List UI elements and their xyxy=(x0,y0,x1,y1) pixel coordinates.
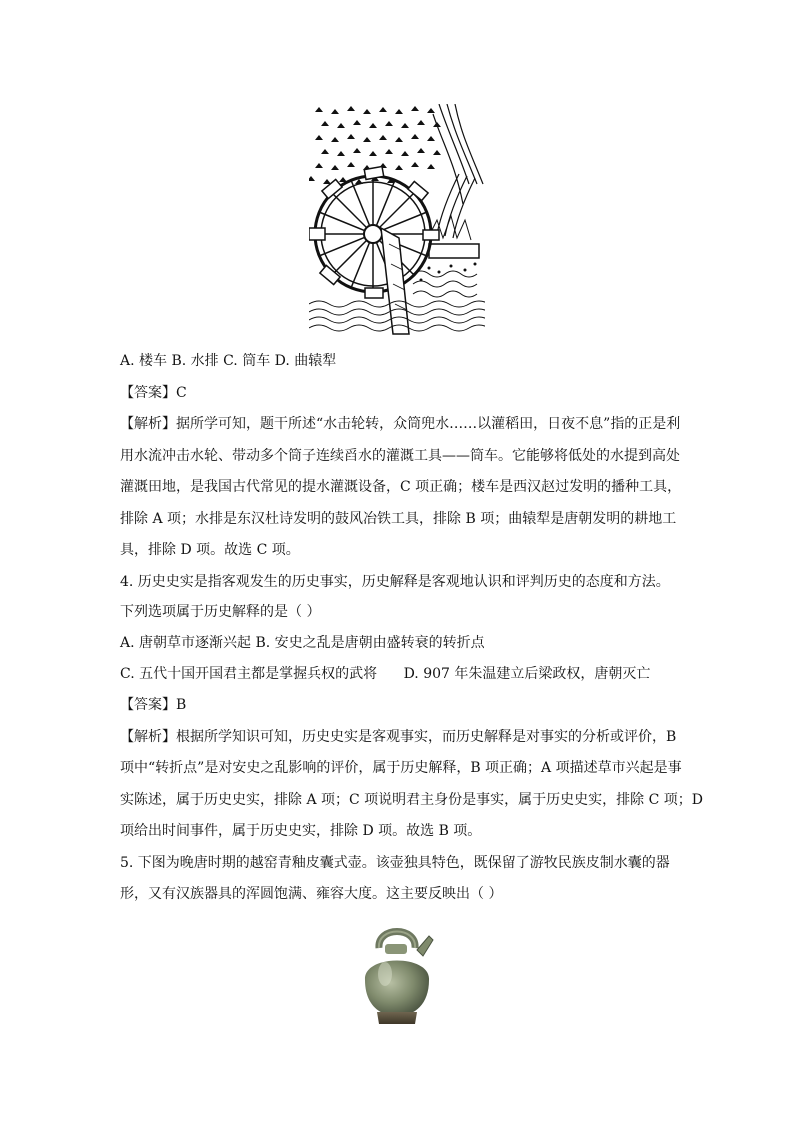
q4-option-c: C. 五代十国开国君主都是掌握兵权的武将 xyxy=(120,666,378,682)
q4-stem-line-2: 下列选项属于历史解释的是（ ） xyxy=(120,604,321,620)
q3-analysis-line-3: 灌溉田地，是我国古代常见的提水灌溉设备，C 项正确；楼车是西汉赵过发明的播种工具， xyxy=(120,479,682,495)
waterwheel-illustration-icon xyxy=(309,104,485,337)
q4-analysis-line-3: 实陈述，属于历史史实，排除 A 项；C 项说明君主身份是事实，属于历史史实，排除 C 项；D xyxy=(120,792,704,808)
q5-stem-line-1: 5. 下图为晚唐时期的越窑青釉皮囊式壶。该壶独具特色，既保留了游牧民族皮制水囊的器 xyxy=(120,855,670,871)
q3-answer: 【答案】C xyxy=(120,385,187,401)
q4-option-d: D. 907 年朱温建立后梁政权，唐朝灭亡 xyxy=(403,666,651,682)
q3-options: A. 楼车 B. 水排 C. 筒车 D. 曲辕犁 xyxy=(120,353,337,369)
celadon-pot-photo-icon xyxy=(355,918,439,1028)
q4-analysis-line-1: 【解析】根据所学知识可知，历史史实是客观事实，而历史解释是对事实的分析或评价，B xyxy=(120,729,677,745)
q4-analysis-line-4: 项给出时间事件，属于历史史实，排除 D 项。故选 B 项。 xyxy=(120,823,482,839)
q4-option-a: A. 唐朝草市逐渐兴起 xyxy=(120,635,252,651)
q3-analysis-line-4: 排除 A 项；水排是东汉杜诗发明的鼓风冶铁工具，排除 B 项；曲辕犁是唐朝发明的耕地工 xyxy=(120,511,677,527)
q3-analysis-line-2: 用水流冲击水轮、带动多个筒子连续舀水的灌溉工具——筒车。它能够将低处的水提到高处 xyxy=(120,448,680,464)
q3-analysis-line-1: 【解析】据所学可知，题干所述“水击轮转，众筒兜水……以灌稻田，日夜不息”指的正是利 xyxy=(120,416,681,432)
q4-answer: 【答案】B xyxy=(120,697,187,713)
q4-stem-line-1: 4. 历史史实是指客观发生的历史事实，历史解释是客观地认识和评判历史的态度和方法。 xyxy=(120,574,670,590)
q4-options-cd xyxy=(120,664,680,684)
q3-analysis-line-5: 具，排除 D 项。故选 C 项。 xyxy=(120,542,300,558)
q4-option-b: B. 安史之乱是唐朝由盛转衰的转折点 xyxy=(255,635,485,651)
q5-stem-line-2: 形，又有汉族器具的浑圆饱满、雍容大度。这主要反映出（ ） xyxy=(120,886,503,902)
q4-analysis-line-2: 项中“转折点”是对安史之乱影响的评价，属于历史解释，B 项正确；A 项描述草市兴起是事 xyxy=(120,760,682,776)
q4-options-ab xyxy=(120,633,680,653)
